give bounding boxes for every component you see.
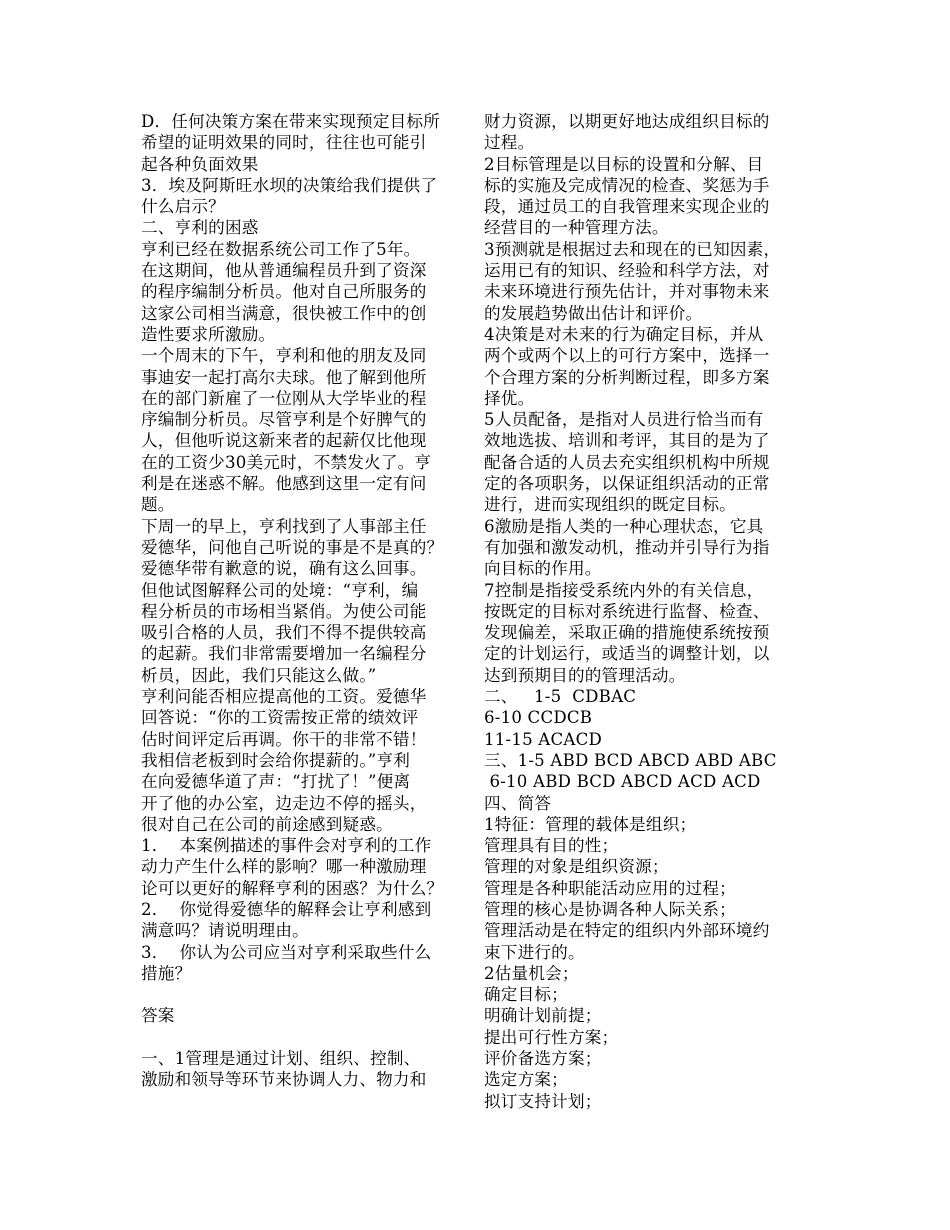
text-line: 爱德华带有歉意的说，确有这么回事。 xyxy=(141,559,427,579)
left-text-column xyxy=(141,111,472,1091)
text-line: 管理是各种职能活动应用的过程； xyxy=(484,878,736,898)
text-line: D．任何决策方案在带来实现预定目标所 xyxy=(141,112,440,131)
text-line xyxy=(141,1027,472,1048)
text-line: 开了他的办公室，边走边不停的摇头， xyxy=(141,793,427,813)
text-line: 个合理方案的分析判断过程，即多方案 xyxy=(484,367,770,387)
text-line: 运用已有的知识、经验和科学方法，对 xyxy=(484,261,770,281)
text-line: 一个周末的下午，亨利和他的朋友及同 xyxy=(141,346,427,366)
text-line: 析员，因此，我们只能这么做。” xyxy=(141,665,377,685)
right-text-column xyxy=(484,111,804,1112)
text-line: 在的工资少30美元时，不禁发火了。亨 xyxy=(141,452,432,472)
text-line: 段，通过员工的自我管理来实现企业的 xyxy=(484,197,770,217)
text-line: 6-10 CCDCB xyxy=(484,708,593,728)
text-line: 激励和领导等环节来协调人力、物力和 xyxy=(141,1070,427,1090)
text-line: 发现偏差，采取正确的措施使系统按预 xyxy=(484,623,770,643)
text-line: 6激励是指人类的一种心理状态，它具 xyxy=(484,516,764,536)
text-line: 向目标的作用。 xyxy=(484,559,602,579)
text-line: 在向爱德华道了声：“打扰了！”便离 xyxy=(141,772,411,792)
text-line: 进行，进而实现组织的既定目标。 xyxy=(484,495,736,515)
text-line: 在这期间，他从普通编程员升到了资深 xyxy=(141,261,427,281)
text-line: 经营目的一种管理方法。 xyxy=(484,218,669,238)
text-line: 择优。 xyxy=(484,388,535,408)
text-line: 3． 你认为公司应当对亨利采取些什么 xyxy=(141,942,432,962)
text-line: 效地选拔、培训和考评，其目的是为了 xyxy=(484,431,770,451)
text-line: 序编制分析员。尽管亨利是个好脾气的 xyxy=(141,410,427,430)
text-line: 定的计划运行，或适当的调整计划，以 xyxy=(484,644,770,664)
text-line: 3．埃及阿斯旺水坝的决策给我们提供了 xyxy=(141,175,438,195)
text-line: 动力产生什么样的影响？哪一种激励理 xyxy=(141,857,427,877)
text-line: 管理具有目的性； xyxy=(484,836,619,856)
text-line: 下周一的早上，亨利找到了人事部主任 xyxy=(141,516,427,536)
text-line: 按既定的目标对系统进行监督、检查、 xyxy=(484,601,770,621)
text-line: 希望的证明效果的同时，往往也可能引 xyxy=(141,133,427,153)
text-line: 事迪安一起打高尔夫球。他了解到他所 xyxy=(141,367,427,387)
text-line: 确定目标； xyxy=(484,985,568,1005)
text-line: 利是在迷惑不解。他感到这里一定有问 xyxy=(141,474,427,494)
text-line: 1特征：管理的载体是组织； xyxy=(484,814,697,834)
text-line: 2目标管理是以目标的设置和分解、目 xyxy=(484,154,764,174)
text-line: 的程序编制分析员。他对自己所服务的 xyxy=(141,282,427,302)
text-line: 爱德华，问他自己听说的事是不是真的？ xyxy=(141,537,444,557)
text-line: 这家公司相当满意，很快被工作中的创 xyxy=(141,303,427,323)
text-line: 提出可行性方案； xyxy=(484,1027,619,1047)
text-line: 3预测就是根据过去和现在的已知因素， xyxy=(484,239,781,259)
text-line: 估时间评定后再调。你干的非常不错！ xyxy=(141,729,427,749)
text-line: 题。 xyxy=(141,495,175,515)
text-line: 选定方案； xyxy=(484,1070,568,1090)
text-line: 起各种负面效果 xyxy=(141,154,259,174)
text-line: 管理活动是在特定的组织内外部环境约 xyxy=(484,921,770,941)
text-line: 亨利已经在数据系统公司工作了5年。 xyxy=(141,239,421,259)
text-line: 造性要求所激励。 xyxy=(141,324,276,344)
text-line: 1． 本案例描述的事件会对亨利的工作 xyxy=(141,836,432,856)
text-line: 束下进行的。 xyxy=(484,942,585,962)
text-line: 在的部门新雇了一位刚从大学毕业的程 xyxy=(141,388,427,408)
text-line: 5人员配备，是指对人员进行恰当而有 xyxy=(484,410,764,430)
text-line: 评价备选方案； xyxy=(484,1049,602,1069)
text-line: 措施？ xyxy=(141,963,192,983)
text-line: 答案 xyxy=(141,1006,175,1026)
text-line: 三、1-5 ABD BCD ABCD ABD ABC xyxy=(484,750,777,770)
text-line: 一、1管理是通过计划、组织、控制、 xyxy=(141,1049,421,1069)
text-line: 满意吗？请说明理由。 xyxy=(141,921,309,941)
text-line: 定的各项职务，以保证组织活动的正常 xyxy=(484,474,770,494)
text-line: 11-15 ACACD xyxy=(484,729,602,749)
text-line: 6-10 ABD BCD ABCD ACD ACD xyxy=(484,772,761,792)
text-line: 未来环境进行预先估计，并对事物未来 xyxy=(484,282,770,302)
text-line: 什么启示？ xyxy=(141,197,225,217)
text-line: 回答说：“你的工资需按正常的绩效评 xyxy=(141,708,419,728)
text-line: 二、亨利的困惑 xyxy=(141,218,259,238)
text-line: 财力资源，以期更好地达成组织目标的 xyxy=(484,112,770,131)
text-line: 有加强和激发动机，推动并引导行为指 xyxy=(484,537,770,557)
text-line: 管理的对象是组织资源； xyxy=(484,857,669,877)
text-line: 过程。 xyxy=(484,133,535,153)
text-line: 两个或两个以上的可行方案中，选择一 xyxy=(484,346,770,366)
text-line: 2估量机会； xyxy=(484,963,579,983)
text-line: 拟订支持计划； xyxy=(484,1091,602,1111)
text-line: 吸引合格的人员，我们不得不提供较高 xyxy=(141,623,427,643)
text-line: 的发展趋势做出估计和评价。 xyxy=(484,303,703,323)
text-line: 人，但他听说这新来者的起薪仅比他现 xyxy=(141,431,427,451)
text-line: 我相信老板到时会给你提薪的。”亨利 xyxy=(141,750,411,770)
text-line: 7控制是指接受系统内外的有关信息， xyxy=(484,580,764,600)
text-line: 程分析员的市场相当紧俏。为使公司能 xyxy=(141,601,427,621)
text-line: 明确计划前提； xyxy=(484,1006,602,1026)
text-line: 2． 你觉得爱德华的解释会让亨利感到 xyxy=(141,899,432,919)
text-line: 四、简答 xyxy=(484,793,552,813)
text-line: 配备合适的人员去充实组织机构中所规 xyxy=(484,452,770,472)
text-line: 的起薪。我们非常需要增加一名编程分 xyxy=(141,644,427,664)
text-line: 论可以更好的解释亨利的困惑？为什么？ xyxy=(141,878,444,898)
text-line xyxy=(141,984,472,1005)
text-line: 二、 1-5 CDBAC xyxy=(484,687,637,707)
text-line: 但他试图解释公司的处境：“亨利，编 xyxy=(141,580,419,600)
text-line: 达到预期目的的管理活动。 xyxy=(484,665,686,685)
text-line: 管理的核心是协调各种人际关系； xyxy=(484,899,736,919)
text-line: 标的实施及完成情况的检查、奖惩为手 xyxy=(484,175,770,195)
text-line: 4决策是对未来的行为确定目标，并从 xyxy=(484,324,764,344)
text-line: 很对自己在公司的前途感到疑惑。 xyxy=(141,814,393,834)
text-line: 亨利问能否相应提高他的工资。爱德华 xyxy=(141,687,427,707)
